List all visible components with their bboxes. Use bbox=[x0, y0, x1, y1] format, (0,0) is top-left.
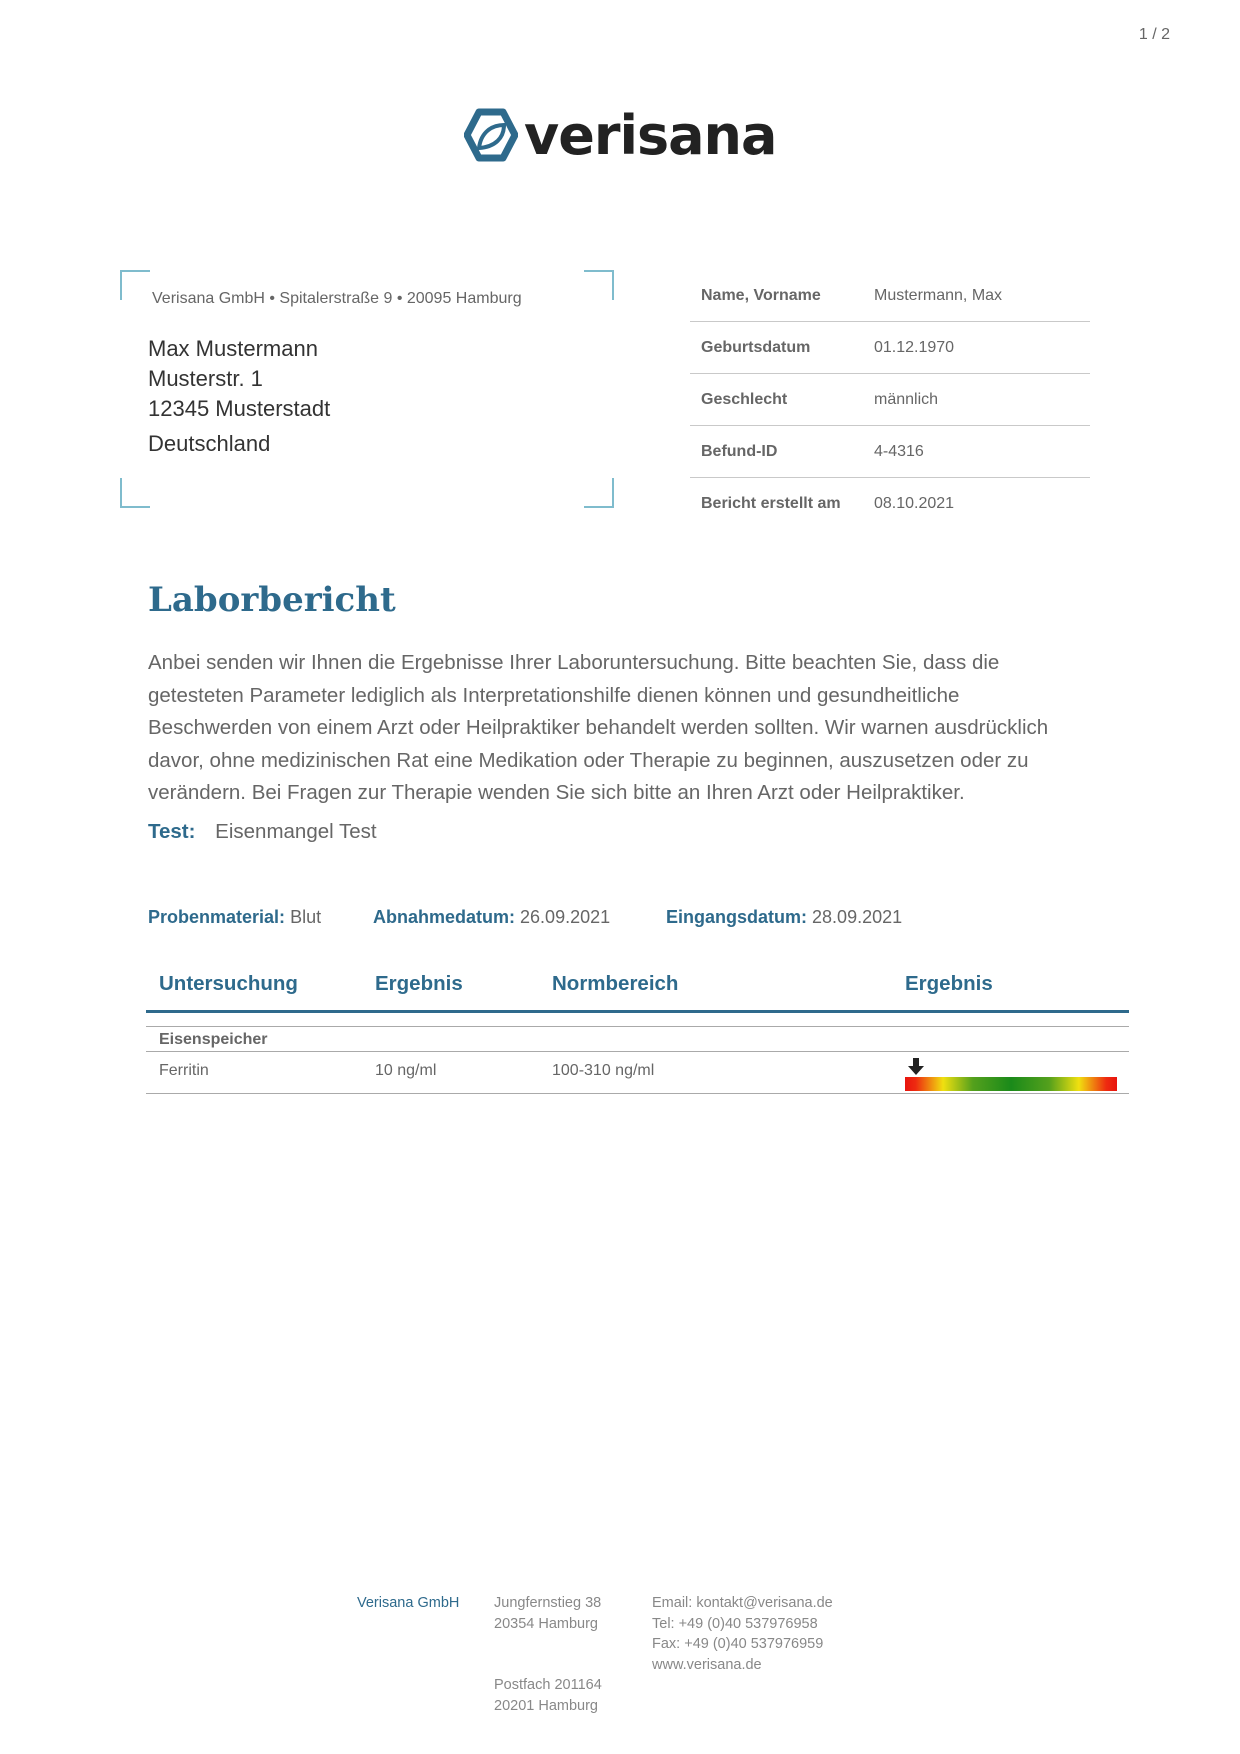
footer-company: Verisana GmbH bbox=[357, 1595, 460, 1611]
info-label: Bericht erstellt am bbox=[701, 494, 841, 512]
recipient-country: Deutschland bbox=[148, 431, 271, 456]
table-divider bbox=[146, 1051, 1129, 1052]
header-ergebnis: Ergebnis bbox=[375, 972, 463, 995]
footer-line: Postfach 201164 bbox=[494, 1677, 602, 1693]
table-header-rule bbox=[146, 1010, 1129, 1013]
info-value: männlich bbox=[874, 390, 939, 408]
address-corner-top-right bbox=[584, 270, 614, 300]
row-result: 10 ng/ml bbox=[375, 1062, 437, 1079]
address-corner-bottom-left bbox=[120, 478, 150, 508]
recipient-street: Musterstr. 1 bbox=[148, 366, 263, 391]
intro-line: verändern. Bei Fragen zur Therapie wenden Sie sich bitte an Ihren Arzt oder Heilpraktiker. bbox=[148, 781, 965, 804]
footer-address bbox=[494, 1593, 601, 1634]
footer-fax: Fax: +49 (0)40 537976959 bbox=[652, 1636, 824, 1652]
recipient-name: Max Mustermann bbox=[148, 336, 318, 361]
row-range: 100-310 ng/ml bbox=[552, 1062, 655, 1079]
header-ergebnis-chart: Ergebnis bbox=[905, 972, 993, 995]
header-normbereich: Normbereich bbox=[552, 972, 679, 995]
intro-line: getesteten Parameter lediglich als Interpretationshilfe dienen können und gesundheitliche bbox=[148, 683, 960, 707]
footer-email[interactable]: Email: kontakt@verisana.de bbox=[652, 1595, 833, 1611]
report-title: Laborbericht bbox=[148, 580, 396, 620]
info-label: Geschlecht bbox=[701, 390, 788, 408]
patient-info-table bbox=[690, 270, 1090, 529]
footer-line: 20201 Hamburg bbox=[494, 1697, 598, 1714]
arrow-down-icon bbox=[907, 1058, 925, 1076]
info-row bbox=[690, 322, 1090, 374]
info-label: Name, Vorname bbox=[701, 286, 821, 304]
info-label: Befund-ID bbox=[701, 442, 778, 460]
intro-paragraph bbox=[148, 647, 1098, 810]
material-value: Blut bbox=[290, 907, 322, 927]
collection-label: Abnahmedatum: bbox=[373, 907, 516, 927]
info-value: Mustermann, Max bbox=[874, 286, 1003, 304]
info-row bbox=[690, 270, 1090, 322]
sample-collection bbox=[373, 907, 610, 928]
intro-line: Beschwerden von einem Arzt oder Heilpraktiker behandelt werden sollten. Wir warnen ausdrücklich bbox=[148, 716, 1049, 739]
material-label: Probenmaterial: bbox=[148, 907, 286, 927]
header-untersuchung: Untersuchung bbox=[159, 972, 298, 995]
address-corner-bottom-right bbox=[584, 478, 614, 508]
sample-material bbox=[148, 907, 321, 928]
hexagon-leaf-icon bbox=[464, 108, 518, 162]
group-label: Eisenspeicher bbox=[159, 1031, 268, 1048]
info-row bbox=[690, 478, 1090, 529]
sender-line: Verisana GmbH • Spitalerstraße 9 • 20095 Hamburg bbox=[152, 290, 522, 307]
test-value: Eisenmangel Test bbox=[215, 820, 377, 843]
receipt-value: 28.09.2021 bbox=[812, 907, 903, 927]
result-range-gauge bbox=[905, 1077, 1117, 1091]
footer-website[interactable]: www.verisana.de bbox=[652, 1656, 762, 1673]
footer-contact bbox=[652, 1593, 833, 1675]
intro-line: Anbei senden wir Ihnen die Ergebnisse Ihrer Laboruntersuchung. Bitte beachten Sie, dass die bbox=[148, 651, 1000, 674]
info-value: 4-4316 bbox=[874, 442, 924, 460]
intro-line: davor, ohne medizinischen Rat eine Medikation oder Therapie zu beginnen, auszusetzen oder zu bbox=[148, 748, 1029, 772]
info-value: 01.12.1970 bbox=[874, 338, 955, 356]
footer-line: 20354 Hamburg bbox=[494, 1615, 598, 1632]
test-line bbox=[148, 820, 377, 844]
collection-value: 26.09.2021 bbox=[520, 907, 611, 927]
footer-postfach bbox=[494, 1675, 602, 1716]
footer-line: Jungfernstieg 38 bbox=[494, 1595, 602, 1611]
table-bottom-rule bbox=[146, 1093, 1129, 1094]
company-logo bbox=[464, 100, 784, 170]
test-label: Test: bbox=[148, 820, 196, 843]
info-label: Geburtsdatum bbox=[701, 338, 811, 356]
table-divider bbox=[146, 1026, 1129, 1027]
page-number: 1 / 2 bbox=[1138, 26, 1170, 43]
info-row bbox=[690, 426, 1090, 478]
footer-phone: Tel: +49 (0)40 537976958 bbox=[652, 1615, 818, 1632]
recipient-city: 12345 Musterstadt bbox=[148, 396, 331, 421]
logo-text: verisana bbox=[524, 103, 777, 167]
row-test: Ferritin bbox=[159, 1062, 209, 1079]
sample-receipt bbox=[666, 907, 902, 928]
receipt-label: Eingangsdatum: bbox=[666, 907, 808, 927]
info-value: 08.10.2021 bbox=[874, 494, 955, 512]
address-corner-top-left bbox=[120, 270, 150, 300]
info-row bbox=[690, 374, 1090, 426]
